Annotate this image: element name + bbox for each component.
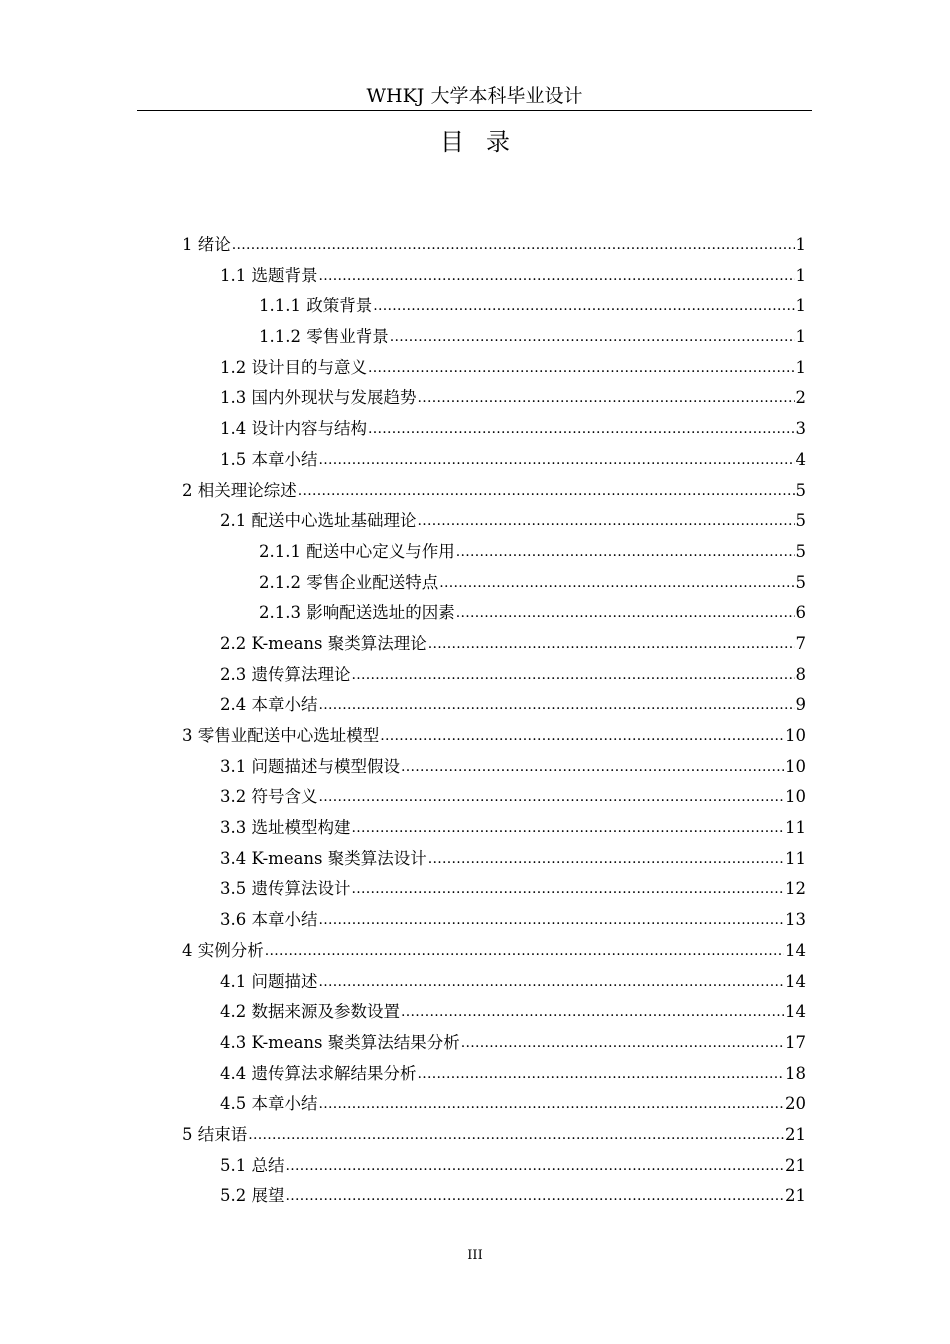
toc-entry-title: 5 结束语	[182, 1124, 248, 1144]
toc-entry-page: 5	[795, 572, 806, 592]
page-title: 目录	[440, 128, 532, 156]
toc-entry[interactable]	[182, 230, 806, 261]
toc-entry-page: 14	[785, 940, 806, 960]
toc-entry[interactable]	[182, 721, 806, 752]
toc-entry[interactable]	[182, 967, 806, 998]
running-header-text: WHKJ 大学本科毕业设计	[366, 85, 583, 107]
toc-entry-page: 5	[795, 511, 806, 531]
toc-entry-title: 4.4 遗传算法求解结果分析	[220, 1063, 417, 1083]
toc-entry[interactable]	[182, 1181, 806, 1212]
toc-dot-leader	[368, 413, 795, 445]
toc-entry-title: 2.4 本章小结	[220, 695, 318, 715]
toc-entry-page: 17	[785, 1032, 806, 1052]
toc-entry[interactable]	[182, 414, 806, 445]
toc-entry[interactable]	[182, 629, 806, 660]
toc-entry[interactable]	[182, 568, 806, 599]
page-number: III	[467, 1248, 483, 1263]
toc-entry[interactable]	[182, 844, 806, 875]
toc-entry[interactable]	[182, 752, 806, 783]
toc-entry[interactable]	[182, 383, 806, 414]
toc-entry-title: 4 实例分析	[182, 940, 264, 960]
toc-dot-leader	[380, 720, 784, 752]
toc-entry[interactable]	[182, 813, 806, 844]
toc-entry-title: 4.5 本章小结	[220, 1094, 318, 1114]
toc-dot-leader	[232, 229, 795, 261]
toc-entry[interactable]	[182, 874, 806, 905]
toc-entry-title: 3.3 选址模型构建	[220, 818, 351, 838]
toc-dot-leader	[319, 781, 785, 813]
toc-entry-title: 3.4 K-means 聚类算法设计	[220, 848, 427, 868]
toc-entry[interactable]	[182, 506, 806, 537]
toc-entry-title: 3 零售业配送中心选址模型	[182, 726, 380, 745]
toc-entry-page: 11	[785, 818, 806, 838]
toc-entry[interactable]	[182, 1151, 806, 1182]
toc-entry-page: 5	[795, 480, 806, 500]
toc-entry-page: 2	[795, 388, 806, 408]
toc-entry[interactable]	[182, 1028, 806, 1059]
toc-entry-page: 21	[785, 1124, 806, 1144]
toc-entry[interactable]	[182, 997, 806, 1028]
toc-dot-leader	[319, 904, 785, 936]
toc-dot-leader	[298, 475, 795, 507]
toc-entry[interactable]	[182, 353, 806, 384]
toc-entry-title: 1.1 选题背景	[220, 265, 318, 285]
toc-entry-title: 1 绪论	[182, 235, 231, 254]
toc-entry-title: 2 相关理论综述	[182, 480, 297, 500]
toc-entry-page: 6	[795, 603, 806, 623]
toc-entry-page: 11	[785, 848, 806, 868]
toc-dot-leader	[319, 260, 795, 292]
toc-entry[interactable]	[182, 905, 806, 936]
toc-dot-leader	[373, 290, 794, 322]
toc-entry-title: 4.1 问题描述	[220, 971, 318, 991]
toc-entry[interactable]	[182, 1089, 806, 1120]
toc-dot-leader	[390, 321, 795, 353]
toc-dot-leader	[352, 659, 795, 691]
toc-dot-leader	[319, 444, 795, 476]
toc-entry[interactable]	[182, 1120, 806, 1151]
toc-entry[interactable]	[182, 690, 806, 721]
toc-dot-leader	[418, 505, 795, 537]
toc-entry-page: 10	[785, 787, 806, 807]
toc-entry-title: 4.2 数据来源及参数设置	[220, 1002, 400, 1022]
toc-entry-title: 4.3 K-means 聚类算法结果分析	[220, 1032, 460, 1052]
toc-dot-leader	[418, 382, 795, 414]
toc-entry[interactable]	[182, 537, 806, 568]
toc-entry-page: 1	[795, 235, 806, 254]
toc-entry[interactable]	[182, 322, 806, 353]
toc-dot-leader	[439, 567, 794, 599]
toc-entry-title: 2.1 配送中心选址基础理论	[220, 511, 417, 531]
toc-dot-leader	[418, 1058, 785, 1090]
toc-dot-leader	[401, 996, 784, 1028]
toc-dot-leader	[428, 628, 795, 660]
toc-entry[interactable]	[182, 782, 806, 813]
toc-entry-title: 2.3 遗传算法理论	[220, 664, 351, 684]
toc-entry[interactable]	[182, 261, 806, 292]
toc-entry-title: 5.2 展望	[220, 1186, 285, 1206]
toc-dot-leader	[319, 689, 795, 721]
toc-dot-leader	[456, 597, 795, 629]
toc-entry-page: 10	[785, 726, 806, 745]
toc-dot-leader	[248, 1119, 784, 1151]
toc-entry-page: 3	[795, 419, 806, 439]
toc-entry[interactable]	[182, 445, 806, 476]
toc-entry-page: 1	[795, 357, 806, 377]
toc-entry-title: 3.1 问题描述与模型假设	[220, 756, 400, 776]
toc-entry[interactable]	[182, 660, 806, 691]
toc-dot-leader	[456, 536, 795, 568]
toc-entry-page: 4	[795, 449, 806, 469]
toc-entry-title: 2.2 K-means 聚类算法理论	[220, 633, 427, 653]
toc-entry-title: 2.1.3 影响配送选址的因素	[259, 603, 455, 623]
toc-entry-page: 8	[795, 664, 806, 684]
toc-entry-title: 1.4 设计内容与结构	[220, 419, 367, 439]
toc-entry-title: 2.1.2 零售企业配送特点	[259, 572, 439, 592]
toc-entry-title: 3.5 遗传算法设计	[220, 879, 351, 899]
toc-entry-page: 5	[795, 541, 806, 561]
toc-dot-leader	[319, 1088, 785, 1120]
toc-entry-page: 18	[785, 1063, 806, 1083]
toc-entry-title: 1.1.2 零售业背景	[259, 327, 389, 347]
toc-entry[interactable]	[182, 1059, 806, 1090]
toc-entry-page: 21	[785, 1186, 806, 1206]
toc-entry-page: 20	[785, 1094, 806, 1114]
toc-entry-page: 14	[785, 1002, 806, 1022]
toc-entry-title: 1.3 国内外现状与发展趋势	[220, 388, 417, 408]
toc-dot-leader	[428, 843, 784, 875]
toc-dot-leader	[461, 1027, 784, 1059]
toc-dot-leader	[401, 751, 784, 783]
toc-entry-page: 12	[785, 879, 806, 899]
toc-entry-title: 3.6 本章小结	[220, 910, 318, 930]
toc-entry-page: 1	[795, 296, 806, 316]
toc-dot-leader	[368, 352, 795, 384]
toc-entry-page: 13	[785, 910, 806, 930]
toc-entry[interactable]	[182, 476, 806, 507]
toc-entry[interactable]	[182, 291, 806, 322]
toc-entry-title: 2.1.1 配送中心定义与作用	[259, 541, 455, 561]
toc-dot-leader	[286, 1150, 785, 1182]
toc-entry-title: 1.5 本章小结	[220, 449, 318, 469]
toc-entry-title: 1.2 设计目的与意义	[220, 357, 367, 377]
toc-entry-title: 1.1.1 政策背景	[259, 296, 373, 316]
running-header	[137, 84, 812, 111]
toc-entry-page: 14	[785, 971, 806, 991]
toc-entry-page: 21	[785, 1155, 806, 1175]
toc-dot-leader	[352, 812, 785, 844]
toc-entry[interactable]	[182, 936, 806, 967]
toc-dot-leader	[265, 935, 784, 967]
table-of-contents	[182, 230, 806, 1212]
toc-entry-page: 1	[795, 265, 806, 285]
toc-entry-page: 7	[795, 633, 806, 653]
toc-dot-leader	[286, 1180, 785, 1212]
toc-entry-title: 5.1 总结	[220, 1155, 285, 1175]
toc-entry-page: 1	[795, 327, 806, 347]
toc-dot-leader	[352, 873, 785, 905]
toc-dot-leader	[319, 966, 785, 998]
toc-entry-title: 3.2 符号含义	[220, 787, 318, 807]
toc-entry-page: 9	[795, 695, 806, 715]
toc-entry-page: 10	[785, 756, 806, 776]
toc-entry[interactable]	[182, 598, 806, 629]
